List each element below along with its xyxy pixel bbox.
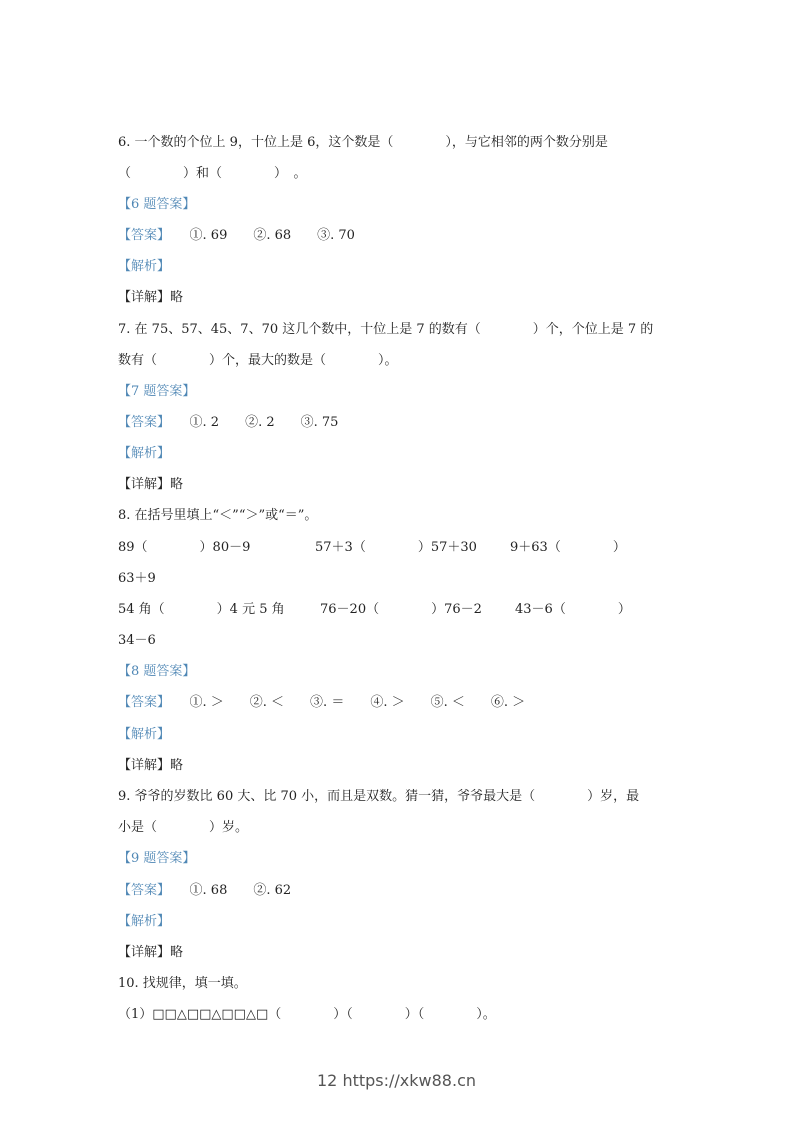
page-footer: 12 https://xkw88.cn bbox=[317, 1071, 476, 1090]
q7-answer-heading: 【7 题答案】 bbox=[118, 384, 196, 399]
q9-text: 9. 爷爷的岁数比 60 大、比 70 小，而且是双数。猜一猜，爷爷最大是（ ）岁，最 bbox=[118, 789, 640, 804]
q10-text: 10. 找规律，填一填。 bbox=[118, 976, 247, 991]
q8-row1-b: 57＋3（ ）57＋30 bbox=[315, 540, 477, 555]
answer-label: 【答案】 bbox=[118, 695, 164, 710]
q8-row1-wrap: 63＋9 bbox=[118, 571, 156, 586]
q8-row1-a: 89（ ）80－9 bbox=[118, 540, 251, 555]
q6-detail: 【详解】略 bbox=[118, 290, 184, 305]
q6-answer bbox=[118, 228, 355, 244]
q6-text: 6. 一个数的个位上 9，十位上是 6，这个数是（ ），与它相邻的两个数分别是 bbox=[118, 135, 608, 150]
q8-text: 8. 在括号里填上“＜”“＞”或“＝”。 bbox=[118, 508, 318, 523]
answer-values: ①. 68 ②. 62 bbox=[189, 883, 292, 898]
answer-values: ①. 2 ②. 2 ③. 75 bbox=[189, 415, 339, 430]
q10-part1: （1）□□△□□△□□△□（ ）（ ）（ ）。 bbox=[118, 1007, 496, 1022]
q8-answer bbox=[118, 695, 525, 711]
answer-label: 【答案】 bbox=[118, 883, 164, 898]
q9-text-2: 小是（ ）岁。 bbox=[118, 820, 249, 835]
q6-text-2: （ ）和（ ） 。 bbox=[118, 166, 307, 181]
q8-row2-a: 54 角（ ）4 元 5 角 bbox=[118, 602, 285, 617]
q8-analysis: 【解析】 bbox=[118, 727, 171, 742]
q8-row1-c: 9＋63（ ） bbox=[510, 540, 626, 555]
q7-text: 7. 在 75、57、45、7、70 这几个数中，十位上是 7 的数有（ ）个，个位上是 7 的 bbox=[118, 322, 654, 337]
q9-answer-heading: 【9 题答案】 bbox=[118, 851, 196, 866]
q8-row2-wrap: 34－6 bbox=[118, 633, 156, 648]
answer-label: 【答案】 bbox=[118, 415, 164, 430]
q9-answer bbox=[118, 883, 291, 899]
q9-detail: 【详解】略 bbox=[118, 945, 184, 960]
q7-detail: 【详解】略 bbox=[118, 477, 184, 492]
q8-row2-b: 76－20（ ）76－2 bbox=[320, 602, 482, 617]
q7-text-2: 数有（ ）个，最大的数是（ ）。 bbox=[118, 353, 398, 368]
q6-analysis: 【解析】 bbox=[118, 259, 171, 274]
q6-answer-heading: 【6 题答案】 bbox=[118, 197, 196, 212]
q8-detail: 【详解】略 bbox=[118, 758, 184, 773]
q7-analysis: 【解析】 bbox=[118, 446, 171, 461]
answer-values: ①. ＞ ②. ＜ ③. ＝ ④. ＞ ⑤. ＜ ⑥. ＞ bbox=[189, 695, 526, 710]
answer-label: 【答案】 bbox=[118, 228, 164, 243]
q9-analysis: 【解析】 bbox=[118, 914, 171, 929]
q8-answer-heading: 【8 题答案】 bbox=[118, 664, 196, 679]
q8-row2-c: 43－6（ ） bbox=[515, 602, 631, 617]
answer-values: ①. 69 ②. 68 ③. 70 bbox=[189, 228, 355, 243]
q7-answer bbox=[118, 415, 338, 431]
